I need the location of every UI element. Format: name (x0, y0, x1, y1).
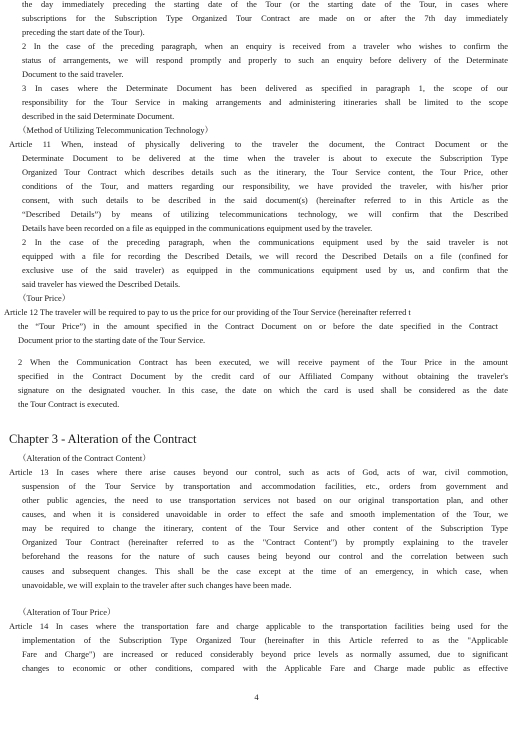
text-line: beforehand the reasons for the nature of such causes being beyond our control and the correlation between such (22, 551, 508, 562)
text-line: exclusive use of the said traveler) as equipped in the communications equipment used by us, and confirm that the (22, 265, 508, 276)
paragraph-tour-start-date (22, 0, 508, 39)
article-13-body (22, 479, 508, 592)
text-line: subscriptions for the Subscription Type Organized Tour Contract are made on or after the 7th day immediately (22, 13, 508, 24)
text-line: equipped with a file for recording the Described Details, we will record the Described Details on a file (confined for (22, 251, 508, 262)
article-11-paragraph-2 (22, 235, 508, 291)
text-line: consent, with such details to be described in the said document(s) (hereinafter referred to in this Article as the (22, 195, 508, 206)
text-line: the day immediately preceding the starting date of the Tour (or the starting date of the Tour, in cases where (22, 0, 508, 9)
section-heading-telecom: （Method of Utilizing Telecommunication Technology） (18, 125, 213, 135)
text-line: Article 12 The traveler will be required to pay to us the price for our providing of the Tour Service (hereinafter referred t (4, 307, 411, 317)
text-line: the “Tour Price”) in the amount specified in the Contract Document on or before the date specified in the Contract (18, 321, 498, 331)
section-heading-alteration-content: （Alteration of the Contract Content） (18, 453, 151, 463)
text-line: suspension of the Tour Service by transportation and accommodation facilities, etc., orders from government and (22, 481, 508, 491)
text-line: Article 13 In cases where there arise causes beyond our control, such as acts of God, acts of war, civil commotion, (9, 467, 508, 477)
paragraph-enquiry (22, 39, 508, 81)
text-line: Article 11 When, instead of physically delivering to the traveler the document, the Contract Document or the (9, 139, 508, 149)
text-line: status of arrangements, we will respond promptly and properly to such an enquiry before delivery of the Determinate (22, 55, 508, 66)
text-line: unavoidable, we will explain to the traveler after such changes have been made. (22, 579, 292, 590)
text-line: 3 In cases where the Determinate Document has been delivered as specified in paragraph 1, the scope of our (22, 83, 508, 93)
article-14-body (22, 633, 508, 675)
text-line: signature on the designated voucher. In this case, the date on which the card is used shall be considered as the date (18, 385, 508, 396)
text-line: Organized Tour Contract which describes details such as the itinerary, the Tour Service content, the Tour Price, other (22, 167, 508, 178)
text-line: responsibility for the Tour Service in making arrangements and administering itineraries shall be limited to the scope (22, 97, 508, 108)
article-12-paragraph-2 (18, 355, 508, 411)
text-line: Determinate Document to be delivered at the time when the traveler is about to execute the Subscription Type (22, 153, 508, 163)
article-12 (4, 305, 512, 319)
text-line: Details have been recorded on a file as equipped in the communications equipment used by the traveler. (22, 223, 373, 234)
text-line: Fare and Charge") are increased or reduced considerably beyond price levels as normally assumed, due to significant (22, 649, 508, 660)
text-line: causes and subsequent changes. This shall be the case except at the time of an emergency, in which case, when (22, 565, 508, 576)
section-heading-alteration-price: （Alteration of Tour Price） (18, 607, 116, 617)
text-line: Organized Tour Contract (hereinafter referred to as the "Contract Content") by promptly explaining to the traveler (22, 537, 508, 548)
text-line: other public agencies, the need to use transportation services not based on our original transportation plan, and other (22, 495, 508, 506)
article-11 (9, 137, 508, 151)
text-line: described in the said Determinate Document. (22, 111, 175, 122)
text-line: the Tour Contract is executed. (18, 399, 120, 410)
article-14 (9, 619, 508, 633)
text-line: 2 When the Communication Contract has been executed, we will receive payment of the Tour Price in the amount (18, 357, 508, 367)
paragraph-scope-responsibility (22, 81, 508, 123)
chapter-title: Chapter 3 - Alteration of the Contract (9, 432, 197, 446)
text-line: Article 14 In cases where the transportation fare and charge applicable to the transportation facilities being used for the (9, 621, 508, 631)
article-11-body (22, 151, 508, 236)
text-line: specified in the Contract Document by the credit card of our Affiliated Company without obtaining the traveler's (18, 371, 508, 382)
text-line: Document to the said traveler. (22, 69, 124, 80)
text-line: Document prior to the starting date of the Tour Service. (18, 335, 206, 346)
page-number: 4 (254, 692, 259, 702)
section-heading-tour-price: （Tour Price） (18, 293, 71, 303)
text-line: said traveler has viewed the Described Details. (22, 279, 181, 290)
text-line: causes, and when it is considered unavoidable in order to effect the safe and smooth implementation of the Tour, we (22, 509, 508, 520)
text-line: implementation of the Subscription Type Organized Tour (hereinafter in this Article referred to as the "Applicable (22, 635, 508, 645)
text-line: “Described Details”) by means of utilizing telecommunications technology, we will confirm that the Described (22, 209, 508, 220)
article-12-body (18, 319, 498, 347)
text-line: conditions of the Tour, and matters regarding our responsibility, we have provided the traveler, with his/her prior (22, 181, 508, 192)
text-line: preceding the start date of the Tour). (22, 27, 145, 38)
text-line: 2 In the case of the preceding paragraph, when an enquiry is received from a traveler who wishes to confirm the (22, 41, 508, 51)
text-line: 2 In the case of the preceding paragraph, when the communications equipment used by the said traveler is not (22, 237, 508, 247)
text-line: changes to economic or other conditions, compared with the Applicable Fare and Charge made public as effective (22, 663, 508, 674)
text-line: may be required to change the itinerary, content of the Tour Service and other content of the Subscription Type (22, 523, 508, 534)
article-13 (9, 465, 508, 479)
